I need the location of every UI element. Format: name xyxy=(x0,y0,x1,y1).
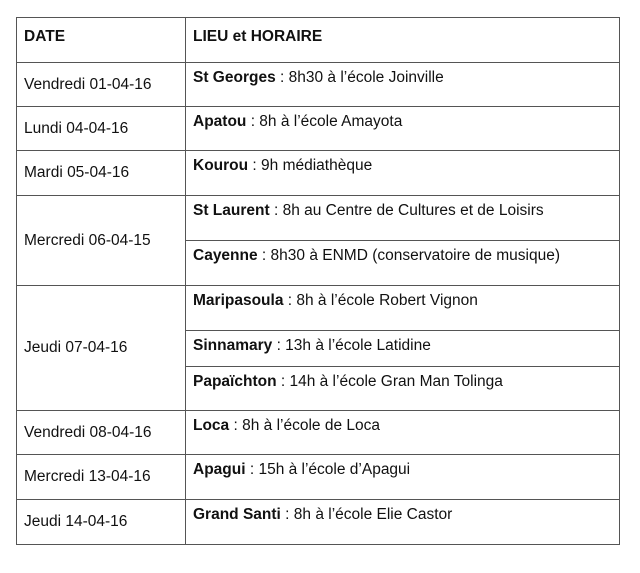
place-name: Grand Santi xyxy=(193,506,281,523)
table-row xyxy=(17,286,620,331)
header-row xyxy=(17,18,620,63)
lieu-cell xyxy=(186,63,620,107)
place-detail: : 13h à l’école Latidine xyxy=(272,337,431,354)
lieu-cell xyxy=(186,241,620,286)
place-name: Kourou xyxy=(193,157,249,174)
date-cell: Mercredi 06-04-15 xyxy=(17,196,186,286)
place-name: Apagui xyxy=(193,461,246,478)
place-name: Sinnamary xyxy=(193,337,273,354)
place-detail: : 8h30 à l’école Joinville xyxy=(275,69,444,86)
date-cell: Jeudi 07-04-16 xyxy=(17,286,186,411)
table-row xyxy=(17,455,620,500)
table-row xyxy=(17,107,620,151)
date-cell: Mardi 05-04-16 xyxy=(17,151,186,196)
place-name: Loca xyxy=(193,417,230,434)
date-cell: Jeudi 14-04-16 xyxy=(17,500,186,545)
lieu-cell xyxy=(186,107,620,151)
lieu-cell xyxy=(186,455,620,500)
place-name: St Georges xyxy=(193,69,276,86)
date-cell: Lundi 04-04-16 xyxy=(17,107,186,151)
header-date: DATE xyxy=(17,18,186,63)
lieu-cell xyxy=(186,286,620,331)
lieu-cell xyxy=(186,196,620,241)
table-row xyxy=(17,411,620,455)
table-row xyxy=(17,196,620,241)
table-row xyxy=(17,500,620,545)
place-detail: : 8h à l’école Amayota xyxy=(246,113,403,130)
header-lieu: LIEU et HORAIRE xyxy=(186,18,620,63)
date-cell: Vendredi 01-04-16 xyxy=(17,63,186,107)
place-detail: : 8h30 à ENMD (conservatoire de musique) xyxy=(257,247,561,264)
lieu-cell xyxy=(186,367,620,411)
table-row xyxy=(17,63,620,107)
place-detail: : 8h au Centre de Cultures et de Loisirs xyxy=(269,202,544,219)
place-name: St Laurent xyxy=(193,202,270,219)
place-detail: : 14h à l’école Gran Man Tolinga xyxy=(276,373,503,390)
place-name: Apatou xyxy=(193,113,247,130)
lieu-cell xyxy=(186,331,620,367)
schedule-table xyxy=(16,17,620,545)
lieu-cell xyxy=(186,411,620,455)
place-detail: : 15h à l’école d’Apagui xyxy=(245,461,411,478)
place-detail: : 8h à l’école de Loca xyxy=(229,417,380,434)
place-name: Maripasoula xyxy=(193,292,284,309)
place-name: Papaïchton xyxy=(193,373,277,390)
lieu-cell xyxy=(186,500,620,545)
place-detail: : 8h à l’école Elie Castor xyxy=(280,506,453,523)
place-detail: : 9h médiathèque xyxy=(248,157,373,174)
place-name: Cayenne xyxy=(193,247,258,264)
table-row xyxy=(17,151,620,196)
date-cell: Vendredi 08-04-16 xyxy=(17,411,186,455)
lieu-cell xyxy=(186,151,620,196)
date-cell: Mercredi 13-04-16 xyxy=(17,455,186,500)
place-detail: : 8h à l’école Robert Vignon xyxy=(283,292,478,309)
